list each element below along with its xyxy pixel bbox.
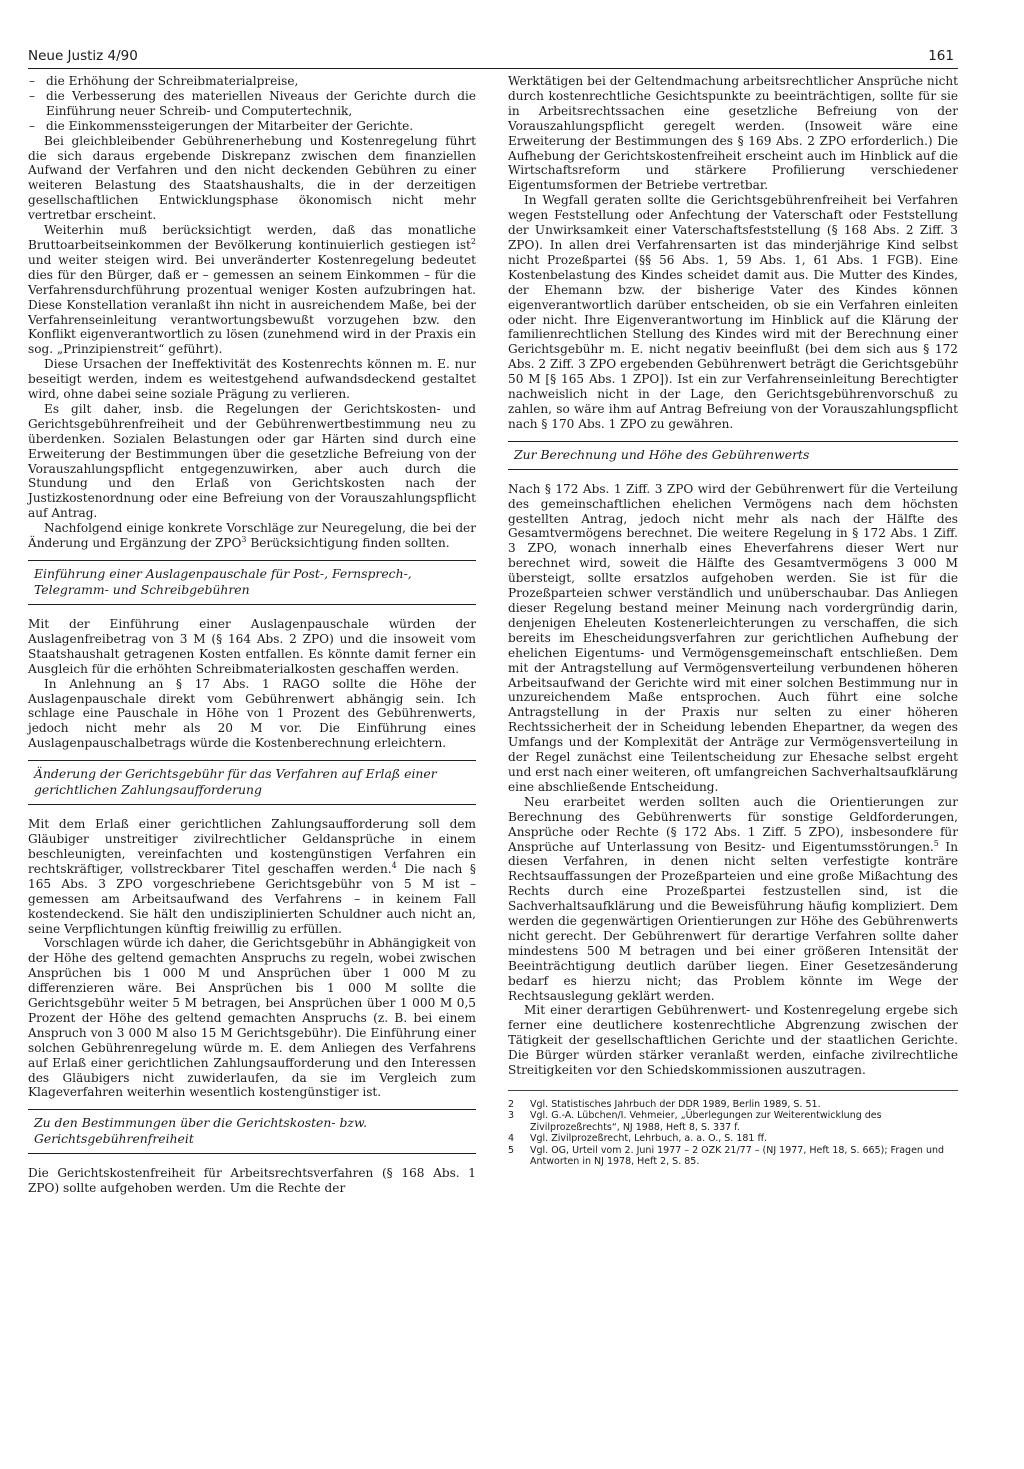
footnote-ref: 4 <box>391 860 397 870</box>
paragraph: Diese Ursachen der Ineffektivität des Kostenrechts können m. E. nur beseitigt werden, indem es weitestgehend aufwandsdeckend gestaltet wird, ohne dabei seine soziale Prägung zu verlieren. <box>28 357 476 402</box>
list-item: – die Einkommenssteigerungen der Mitarbeiter der Gerichte. <box>28 119 476 134</box>
text-run: Mit dem Erlaß einer gerichtlichen Zahlungsaufforderung soll dem Gläubiger unstreitiger zivilrechtlicher Geldansprüche in einem beschleunigten, vereinfachten und kostengünstigen Verfahren ein rechtskräftiger, vollstreckbarer Titel geschaffen werden. <box>28 817 476 876</box>
paragraph: Es gilt daher, insb. die Regelungen der Gerichtskosten- und Gerichtsgebührenfreiheit und der Gebührenwertbestimmung neu zu überdenken. Sozialen Belastungen oder gar Härten sind durch eine Erweiterung der Bestimmungen über die gesetzliche Befreiung von der Vorauszahlungspflicht entgegenzuwirken, aber auch durch die Stundung und den Erlaß von Gerichtskosten nach der Justizkostenordnung oder eine Befreiung von der Vorauszahlungspflicht auf Antrag. <box>28 401 476 521</box>
text-run: In diesen Verfahren, in denen nicht selten verfestigte konträre Rechtsauffassungen der Prozeßparteien und eine große Mißachtung des Rechts durch eine Prozeßpartei festzustellen sind, ist die Sachverhaltsaufklärung und die Beweisführung häufig kompliziert. Dem werden die gegenwärtigen Orientierungen zur Höhe des Gebührenwerts nicht gerecht. Der Gebührenwert für derartige Verfahren sollte daher mindestens 500 M betragen und bei einer größeren Intensität der Beeinträchtigung deutlich darüber liegen. Einer Gesetzesänderung bedarf es hierzu nicht; das Problem könnte im Wege der Rechtsauslegung geklärt werden. <box>508 839 958 1003</box>
list-item: – die Verbesserung des materiellen Niveaus der Gerichte durch die Einführung neuer Schreib- und Computertechnik, <box>28 89 476 119</box>
section-heading <box>508 441 958 470</box>
footnote-number: 4 <box>508 1133 515 1145</box>
page-number: 161 <box>928 48 954 64</box>
footnote <box>508 1133 958 1144</box>
text-run: und weiter steigen wird. Bei unveränderter Kostenregelung bedeutet dies für den Bürger, daß er – gemessen an seinem Einkommen – für die Verfahrensdurchführung prozentual weniger Kosten aufzubringen hat. Diese Konstellation veranlaßt ihn nicht in ausreichendem Maße, bei der Verfahrenseinleitung verantwortungsbewußt vorzugehen bzw. den Konflikt eigenverantwortlich zu lösen (zunehmend wird in der Praxis ein sog. „Prinzipienstreit“ geführt). <box>28 252 476 357</box>
section-title: Änderung der Gerichtsgebühr für das Verfahren auf Erlaß einer gerichtlichen Zahlungsaufforderung <box>34 766 437 798</box>
footnotes <box>508 1090 958 1167</box>
paragraph: Mit der Einführung einer Auslagenpauschale würden der Auslagenfreibetrag von 3 M (§ 164 Abs. 2 ZPO) und die insoweit vom Staatshaushalt getragenen Kosten entfallen. Es könnte damit ferner ein Ausgleich für die erhöhten Schreibmaterialkosten geschaffen werden. <box>28 617 476 676</box>
text-run: Nachfolgend einige konkrete Vorschläge zur Neuregelung, die bei der Änderung und Ergänzung der ZPO <box>28 521 476 551</box>
footnote <box>508 1099 958 1110</box>
section-title: Zu den Bestimmungen über die Gerichtskosten- bzw. Gerichtsgebührenfreiheit <box>34 1115 368 1147</box>
text-run: Weiterhin muß berücksichtigt werden, daß das monatliche Bruttoarbeitseinkommen der Bevölkerung kontinuierlich gestiegen ist <box>28 223 476 252</box>
footnote-ref: 5 <box>933 838 939 848</box>
text-run: Die nach § 165 Abs. 3 ZPO vorgeschriebene Gerichtsgebühr von 5 M ist – gemessen am Arbeitsaufwand des Verfahrens – in keinem Fall kostendeckend. Sie hält den undisziplinierten Schuldner auch nicht an, seine Verpflichtungen künftig freiwillig zu erfüllen. <box>28 861 476 936</box>
paragraph: In Anlehnung an § 17 Abs. 1 RAGO sollte die Höhe der Auslagenpauschale direkt vom Gebührenwert abhängig sein. Ich schlage eine Pauschale in Höhe von 1 Prozent des Gebührenwerts, jedoch nicht mehr als 20 M vor. Die Einführung eines Auslagenpauschalbetrags würde die Kostenberechnung erleichtern. <box>28 676 476 751</box>
dash-list <box>28 74 476 134</box>
section-title: Einführung einer Auslagenpauschale für Post-, Fernsprech-, Telegramm- und Schreibgebühren <box>34 566 412 597</box>
section-heading <box>28 1109 476 1154</box>
footnote-number: 3 <box>508 1110 515 1122</box>
paragraph: Mit einer derartigen Gebührenwert- und Kostenregelung ergebe sich ferner eine deutlichere kostenrechtliche Abgrenzung zwischen der Tätigkeit der gesellschaftlichen Gerichte und der staatlichen Gerichte. Die Bürger würden stärker veranlaßt werden, einfache zivilrechtliche Streitigkeiten vor den Schiedskommissionen auszutragen. <box>508 1003 958 1078</box>
paragraph: Die Gerichtskostenfreiheit für Arbeitsrechtsverfahren (§ 168 Abs. 1 ZPO) sollte aufgehoben werden. Um die Rechte der <box>28 1166 476 1196</box>
left-column <box>28 74 476 1196</box>
paragraph: Werktätigen bei der Geltendmachung arbeitsrechtlicher Ansprüche nicht durch kostenrechtliche Gesichtspunkte zu beeinträchtigen, sollte für sie in Arbeitsrechtssachen eine gesetzliche Befreiung von der Vorauszahlungspflicht geregelt werden. (Insoweit wäre eine Erweiterung der Bestimmungen des § 169 Abs. 2 ZPO erforderlich.) Die Aufhebung der Gerichtskostenfreiheit erscheint auch im Hinblick auf die Wirtschaftsreform und stärkere Profilierung verschiedener Eigentumsformen der Betriebe vertretbar. <box>508 74 958 193</box>
footnote <box>508 1145 958 1168</box>
section-heading <box>28 760 476 805</box>
section-title: Zur Berechnung und Höhe des Gebührenwerts <box>514 446 810 462</box>
footnote <box>508 1110 958 1133</box>
text-run: Berücksichtigung finden sollten. <box>246 536 450 551</box>
text-run: Neu erarbeitet werden sollten auch die Orientierungen zur Berechnung des Gebührenwerts für sonstige Geldforderungen, Ansprüche oder Rechte (§ 172 Abs. 1 Ziff. 5 ZPO), insbesondere für Ansprüche auf Unterlassung von Besitz- und Eigentumsstörungen. <box>508 794 958 854</box>
paragraph <box>28 817 476 936</box>
paragraph: Vorschlagen würde ich daher, die Gerichtsgebühr in Abhängigkeit von der Höhe des geltend gemachten Anspruchs zu regeln, wobei zwischen Ansprüchen bis 1 000 M und Ansprüchen über 1 000 M zu differenzieren wäre. Bei Ansprüchen bis 1 000 M sollte die Gerichtsgebühr weiter 5 M betragen, bei Ansprüchen über 1 000 M 0,5 Prozent der Höhe des geltend gemachten Anspruchs (z. B. bei einem Anspruch von 3 000 M also 15 M Gerichtsgebühr). Die Einführung einer solchen Gebührenregelung würde m. E. dem Anliegen des Verfahrens auf Erlaß einer gerichtlichen Zahlungsaufforderung und den Interessen des Gläubigers nicht zuwiderlaufen, da sie im Vergleich zum Klageverfahren weiterhin wesentlich kostengünstiger ist. <box>28 936 476 1100</box>
right-column <box>508 74 958 1167</box>
footnote-ref: 2 <box>470 236 476 246</box>
footnote-number: 2 <box>508 1099 515 1110</box>
section-heading <box>28 560 476 605</box>
footnote-number: 5 <box>508 1144 515 1156</box>
paragraph <box>28 223 476 357</box>
paragraph <box>28 521 476 551</box>
footnote-text: Vgl. G.-A. Lübchen/I. Vehmeier, „Überlegungen zur Weiterentwicklung des Zivilprozeßrechts“, NJ 1988, Heft 8, S. 337 f. <box>530 1110 882 1133</box>
paragraph: In Wegfall geraten sollte die Gerichtsgebührenfreiheit bei Verfahren wegen Feststellung oder Anfechtung der Vaterschaft oder Feststellung der Unwirksamkeit einer Vaterschaftsfeststellung (§ 168 Abs. 2 Ziff. 3 ZPO). In allen drei Verfahrensarten ist das minderjährige Kind selbst nicht Prozeßpartei (§§ 56 Abs. 1, 59 Abs. 1, 61 Abs. 1 FGB). Eine Kostenbelastung des Kindes scheidet damit aus. Die Mutter des Kindes, der Ehemann bzw. der bisherige Vater des Kindes können eigenverantwortlich darüber entscheiden, ob sie ein Verfahren einleiten oder nicht. Ihre Eigenverantwortung im Hinblick auf die Klärung der familienrechtlichen Stellung des Kindes wird mit der Berechnung einer Gerichtsgebühr m. E. nicht negativ beeinflußt (bei dem sich aus § 172 Abs. 2 Ziff. 3 ZPO ergebenden Gebührenwert beträgt die Gerichtsgebühr 50 M [§ 165 Abs. 1 ZPO]). Ist ein zur Verfahrenseinleitung Berechtigter nachweislich nicht in der Lage, den Gerichtsgebührenvorschuß zu zahlen, so wäre ihm auf Antrag Befreiung von der Vorauszahlungspflicht nach § 170 Abs. 1 ZPO zu gewähren. <box>508 193 958 431</box>
list-item: – die Erhöhung der Schreibmaterialpreise, <box>28 74 476 89</box>
footnote-ref: 3 <box>241 535 247 545</box>
journal-issue: Neue Justiz 4/90 <box>28 48 138 64</box>
paragraph: Bei gleichbleibender Gebührenerhebung und Kostenregelung führt die sich daraus ergebende Diskrepanz zwischen dem finanziellen Aufwand der Verfahren und den nicht deckenden Gebühren zu einer weiteren Belastung des Staatshaushalts, die in der derzeitigen gesellschaftlichen Entwicklungsphase ökonomisch nicht mehr vertretbar erscheint. <box>28 133 476 223</box>
footnote-text: Vgl. Statistisches Jahrbuch der DDR 1989, Berlin 1989, S. 51. <box>530 1099 821 1110</box>
paragraph <box>508 795 958 1004</box>
paragraph: Nach § 172 Abs. 1 Ziff. 3 ZPO wird der Gebührenwert für die Verteilung des gemeinschaftlichen ehelichen Vermögens nach dem höchsten gestellten Antrag, jedoch nicht mehr als nach der Hälfte des Gesamtvermögens berechnet. Die weitere Regelung in § 172 Abs. 1 Ziff. 3 ZPO, wonach innerhalb eines Eheverfahrens dieser Wert nur berechnet wird, soweit die Hälfte des Gesamtvermögens 3 000 M übersteigt, sollte ersatzlos aufgehoben werden. Sie ist für die Prozeßparteien schwer verständlich und unüberschaubar. Das Anliegen dieser Regelung bestand meiner Meinung nach vordergründig darin, denjenigen Eheleuten Kostenerleichterungen zu verschaffen, die sich bereits im Ehescheidungsverfahren zur gerichtlichen Aufhebung der ehelichen Eigentums- und Vermögensgemeinschaft entschließen. Dem mit der Antragstellung auf Vermögensverteilung verbundenen höheren Arbeitsaufwand der Gerichte wird mit einer solchen Bestimmung nur in unzureichendem Maße entsprochen. Auch führt eine solche Antragstellung in der Praxis nur selten zu einer höheren Rechtssicherheit der in Scheidung lebenden Ehepartner, da wegen des Umfangs und der Komplexität der Anträge zur Vermögensverteilung in der Regel zunächst eine Teilentscheidung zur Ehesache selbst ergeht und erst nach einer weiteren, oft umfangreichen Sachverhaltsaufklärung eine abschließende Entscheidung. <box>508 481 958 794</box>
footnote-text: Vgl. OG, Urteil vom 2. Juni 1977 – 2 OZK 21/77 – (NJ 1977, Heft 18, S. 665); Fragen und Antworten in NJ 1978, Heft 2, S. 85. <box>530 1144 945 1168</box>
footnote-text: Vgl. Zivilprozeßrecht, Lehrbuch, a. a. O., S. 181 ff. <box>530 1133 768 1145</box>
running-head <box>28 48 958 69</box>
